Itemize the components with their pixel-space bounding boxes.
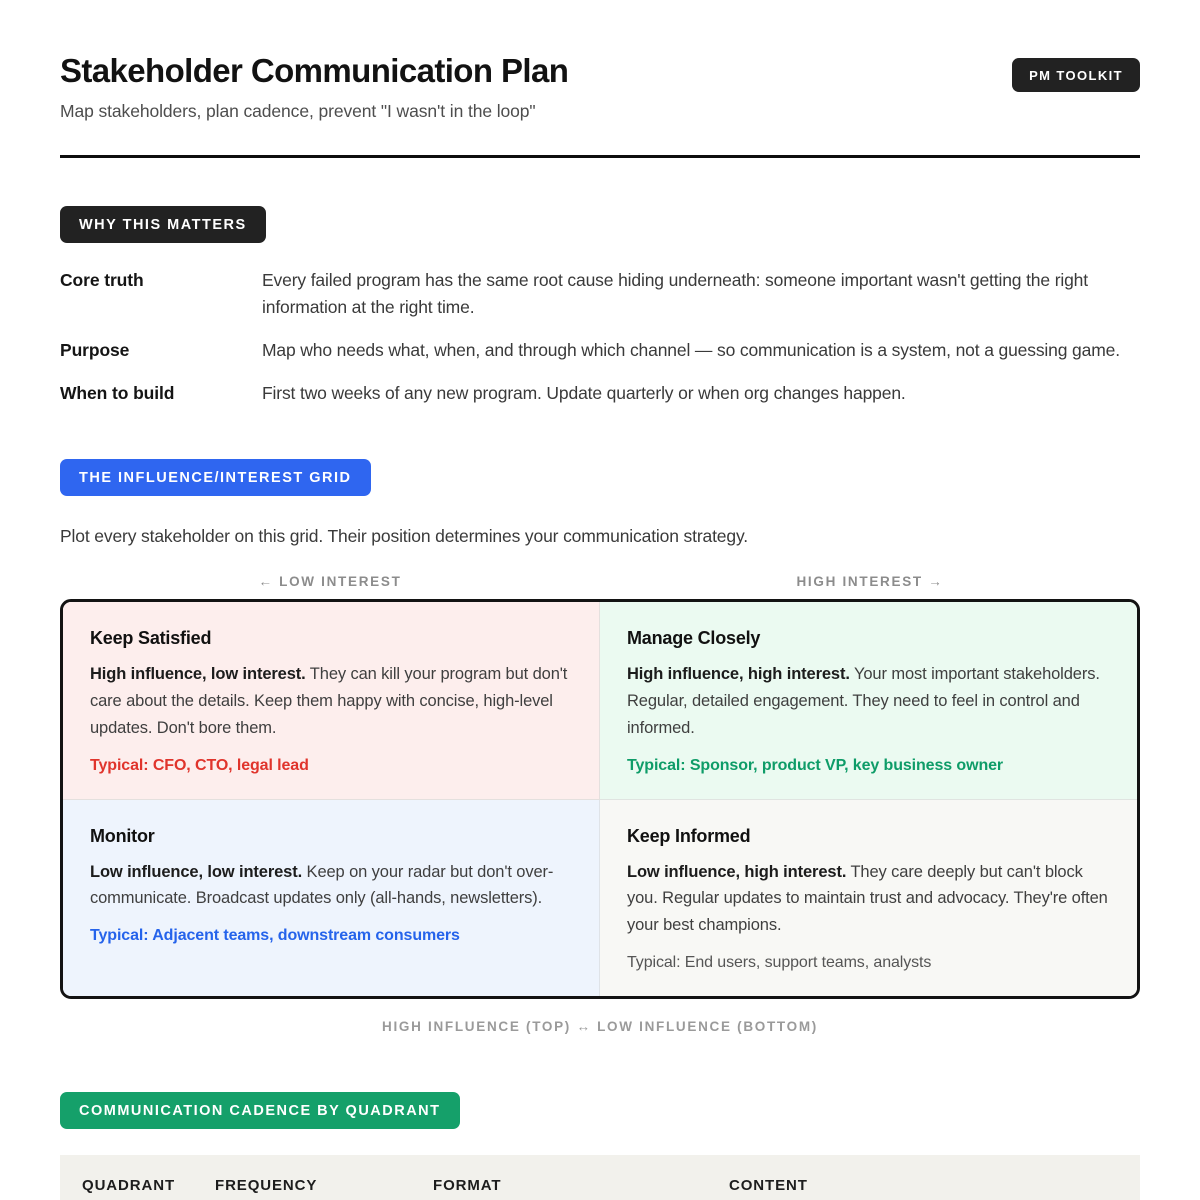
why-this-matters-badge: WHY THIS MATTERS [60,206,266,243]
quadrant-body-text: They can kill your program but don't care about the details. Keep them happy with concise, high-level updates. Don't bore them. [90,665,568,737]
quadrant-keep-informed[interactable] [600,800,1137,996]
grid-intro-text: Plot every stakeholder on this grid. Their position determines your communication strategy. [60,526,748,547]
pm-toolkit-badge: PM TOOLKIT [1012,58,1140,92]
quadrant-lead: Low influence, high interest. [627,862,847,881]
page-subtitle: Map stakeholders, plan cadence, prevent "I wasn't in the loop" [60,100,536,121]
quadrant-typical: Typical: CFO, CTO, legal lead [90,756,309,774]
quadrant-lead: High influence, low interest. [90,665,306,684]
quadrant-typical: Typical: End users, support teams, analysts [627,953,932,971]
influence-interest-grid-section [60,459,1140,1033]
title-block [60,52,1012,122]
quadrant-body-text: They care deeply but can't block you. Regular updates to maintain trust and advocacy. They're often your best champions. [627,862,1108,935]
column-header-format[interactable]: FORMAT [433,1155,729,1200]
why-this-matters-section [60,206,1140,408]
quadrant-body-text: Keep on your radar but don't over-communicate. Broadcast updates only (all-hands, newsletters). [90,862,554,908]
definition-row [60,380,1140,407]
quadrant-body-text: Your most important stakeholders. Regular, detailed engagement. They need to feel in control and informed. [627,665,1100,737]
quadrant-body [627,661,1111,741]
cadence-table-head [60,1155,1140,1200]
communication-cadence-badge: COMMUNICATION CADENCE BY QUADRANT [60,1092,460,1129]
definition-term: Purpose [60,340,130,361]
why-definition-list [60,267,1140,408]
quadrant-body [627,859,1111,939]
definition-description: Map who needs what, when, and through which channel — so communication is a system, not a guessing game. [262,340,1120,361]
quadrant-typical: Typical: Adjacent teams, downstream consumers [90,927,460,945]
communication-cadence-section [60,1092,1140,1200]
column-header-quadrant[interactable]: QUADRANT [60,1155,215,1200]
axis-label-high-interest: HIGH INTEREST → [796,574,944,590]
definition-term: When to build [60,383,175,404]
grid-axis-top [60,574,1140,589]
quadrant-title: Manage Closely [627,628,761,649]
influence-interest-grid-badge: THE INFLUENCE/INTEREST GRID [60,459,371,496]
quadrant-title: Keep Informed [627,825,751,846]
table-header-row [60,1155,1140,1200]
header-divider [60,155,1140,158]
axis-label-low-interest: ← LOW INTEREST [258,574,402,590]
definition-term: Core truth [60,269,144,290]
grid-axis-bottom: HIGH INFLUENCE (TOP) ↔ LOW INFLUENCE (BOTTOM) [382,1018,818,1034]
quadrant-typical: Typical: Sponsor, product VP, key business owner [627,756,1004,774]
column-header-frequency[interactable]: FREQUENCY [215,1155,433,1200]
quadrant-title: Keep Satisfied [90,628,212,649]
quadrant-monitor[interactable] [63,800,600,996]
quadrant-keep-satisfied[interactable] [63,602,600,799]
definition-description: First two weeks of any new program. Update quarterly or when org changes happen. [262,383,906,404]
quadrant-lead: Low influence, low interest. [90,862,303,881]
page-title: Stakeholder Communication Plan [60,52,569,89]
quadrant-body [90,661,573,741]
cadence-table [60,1155,1140,1200]
page-header [60,0,1140,122]
definition-description: Every failed program has the same root cause hiding underneath: someone important wasn't getting the right information at the right time. [262,269,1088,318]
definition-row [60,337,1140,364]
definition-row [60,267,1140,321]
quadrant-lead: High influence, high interest. [627,665,850,684]
quadrant-body [90,859,573,912]
quadrant-grid [60,599,1140,998]
column-header-content[interactable]: CONTENT [729,1155,1140,1200]
quadrant-manage-closely[interactable] [600,602,1137,799]
quadrant-title: Monitor [90,825,155,846]
